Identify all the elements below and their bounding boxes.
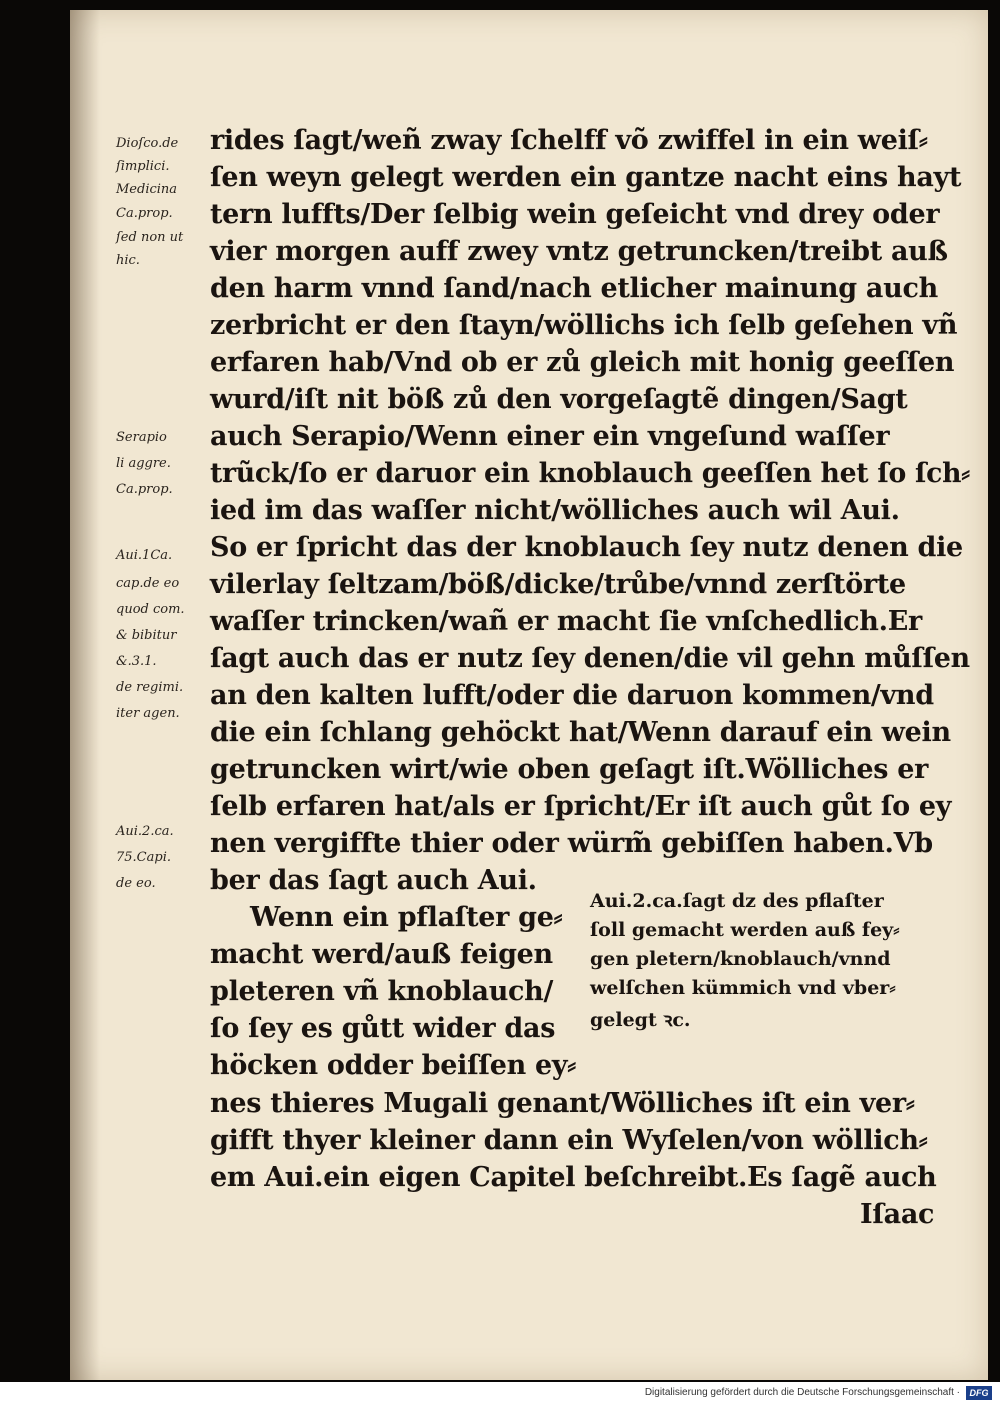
- margin-note-serapio-line: li aggre.: [116, 456, 171, 471]
- boxed-note-line: gelegt ꝛc.: [590, 1009, 691, 1031]
- main-text-line: ſen weyn gelegt werden ein gantze nacht eins hayt: [210, 162, 962, 193]
- main-text-line: nen vergiffte thier oder würm̃ gebiſſen haben.Vb: [210, 828, 933, 859]
- main-text-line: wurd/iſt nit böß zů den vorgeſagtẽ dingen/Sagt: [210, 384, 908, 415]
- narrow-column-line: pleteren vñ knoblauch/: [210, 976, 554, 1007]
- main-text-line: vilerlay ſeltzam/böß/dicke/trůbe/vnnd zerſtörte: [210, 569, 906, 600]
- margin-note-avicenna-line: Aui.1Ca.: [116, 548, 173, 563]
- main-text-line: ied im das waſſer nicht/wölliches auch wil Aui.: [210, 495, 900, 526]
- margin-note-avicenna2-line: 75.Capi.: [116, 850, 171, 865]
- main-text-line: rides ſagt/weñ zway ſchelff võ zwiffel in ein weiſ⸗: [210, 125, 928, 156]
- margin-note-dioscorides-line: hic.: [116, 253, 140, 268]
- main-text-line: trũck/ſo er daruor ein knoblauch geeſſen het ſo ſch⸗: [210, 458, 970, 489]
- book-page: [70, 10, 988, 1380]
- narrow-column-line: höcken odder beiſſen ey⸗: [210, 1050, 576, 1081]
- main-text-line: waſſer trincken/wañ er macht ſie vnſchedlich.Er: [210, 606, 922, 637]
- main-text-line: an den kalten lufft/oder die daruon kommen/vnd: [210, 680, 934, 711]
- footer-bar: [0, 1382, 1000, 1407]
- main-text-line: ſagt auch das er nutz ſey denen/die vil gehn můſſen: [210, 643, 970, 674]
- boxed-note-line: ſoll gemacht werden auß fey⸗: [590, 919, 900, 941]
- margin-note-avicenna-line: cap.de eo: [116, 576, 180, 591]
- boxed-note-line: welſchen kümmich vnd vber⸗: [590, 977, 896, 999]
- narrow-column-line: macht werd/auß feigen: [210, 939, 553, 970]
- boxed-note-line: gen pletern/knoblauch/vnnd: [590, 948, 891, 970]
- main-text-line: ber das ſagt auch Aui.: [210, 865, 537, 896]
- margin-note-avicenna-line: quod com.: [116, 602, 185, 617]
- boxed-note-line: Aui.2.ca.ſagt dz des pflaſter: [590, 890, 884, 912]
- main-text-line: tern luffts/Der ſelbig wein geſeicht vnd drey oder: [210, 199, 940, 230]
- margin-note-avicenna-line: & bibitur: [116, 628, 177, 643]
- margin-note-dioscorides-line: ſed non ut: [116, 230, 184, 245]
- page-gutter-shadow: [70, 10, 100, 1380]
- main-text-line: em Aui.ein eigen Capitel beſchreibt.Es ſagẽ auch: [210, 1162, 937, 1193]
- funding-notice: Digitalisierung gefördert durch die Deutsche Forschungsgemeinschaft ·: [644, 1387, 960, 1398]
- narrow-column-line: ſo ſey es gůtt wider das: [210, 1013, 556, 1044]
- margin-note-avicenna-line: &.3.1.: [116, 654, 157, 669]
- main-text-line: So er ſpricht das der knoblauch ſey nutz denen die: [210, 532, 963, 563]
- main-text-line: auch Serapio/Wenn einer ein vngeſund waſſer: [210, 421, 890, 452]
- margin-note-dioscorides-line: Dioſco.de: [116, 136, 179, 151]
- main-text-line: den harm vnnd ſand/nach etlicher mainung auch: [210, 273, 938, 304]
- main-text-line: die ein ſchlang gehöckt hat/Wenn darauf ein wein: [210, 717, 951, 748]
- margin-note-dioscorides-line: ſimplici.: [116, 159, 170, 174]
- narrow-column-line: Wenn ein pflaſter ge⸗: [250, 902, 563, 933]
- main-text-line: zerbricht er den ſtayn/wöllichs ich ſelb geſehen vñ: [210, 310, 958, 341]
- margin-note-avicenna-line: de regimi.: [116, 680, 184, 695]
- main-text-line: ſelb erfaren hat/als er ſpricht/Er iſt auch gůt ſo ey: [210, 791, 952, 822]
- catchword: Iſaac: [860, 1199, 935, 1230]
- margin-note-dioscorides-line: Ca.prop.: [116, 206, 173, 221]
- margin-note-serapio-line: Serapio: [116, 430, 167, 445]
- main-text-line: erfaren hab/Vnd ob er zů gleich mit honig geeſſen: [210, 347, 955, 378]
- margin-note-dioscorides-line: Medicina: [116, 182, 178, 197]
- margin-note-avicenna-line: iter agen.: [116, 706, 180, 721]
- margin-note-serapio-line: Ca.prop.: [116, 482, 173, 497]
- main-text-line: nes thieres Mugali genant/Wölliches iſt ein ver⸗: [210, 1088, 915, 1119]
- main-text-line: gifft thyer kleiner dann ein Wyſelen/von wöllich⸗: [210, 1125, 928, 1156]
- main-text-line: vier morgen auff zwey vntz getruncken/treibt auß: [210, 236, 948, 267]
- margin-note-avicenna2-line: de eo.: [116, 876, 156, 891]
- dfg-logo-icon[interactable]: DFG: [966, 1386, 992, 1400]
- margin-note-avicenna2-line: Aui.2.ca.: [116, 824, 174, 839]
- main-text-line: getruncken wirt/wie oben geſagt iſt.Wölliches er: [210, 754, 929, 785]
